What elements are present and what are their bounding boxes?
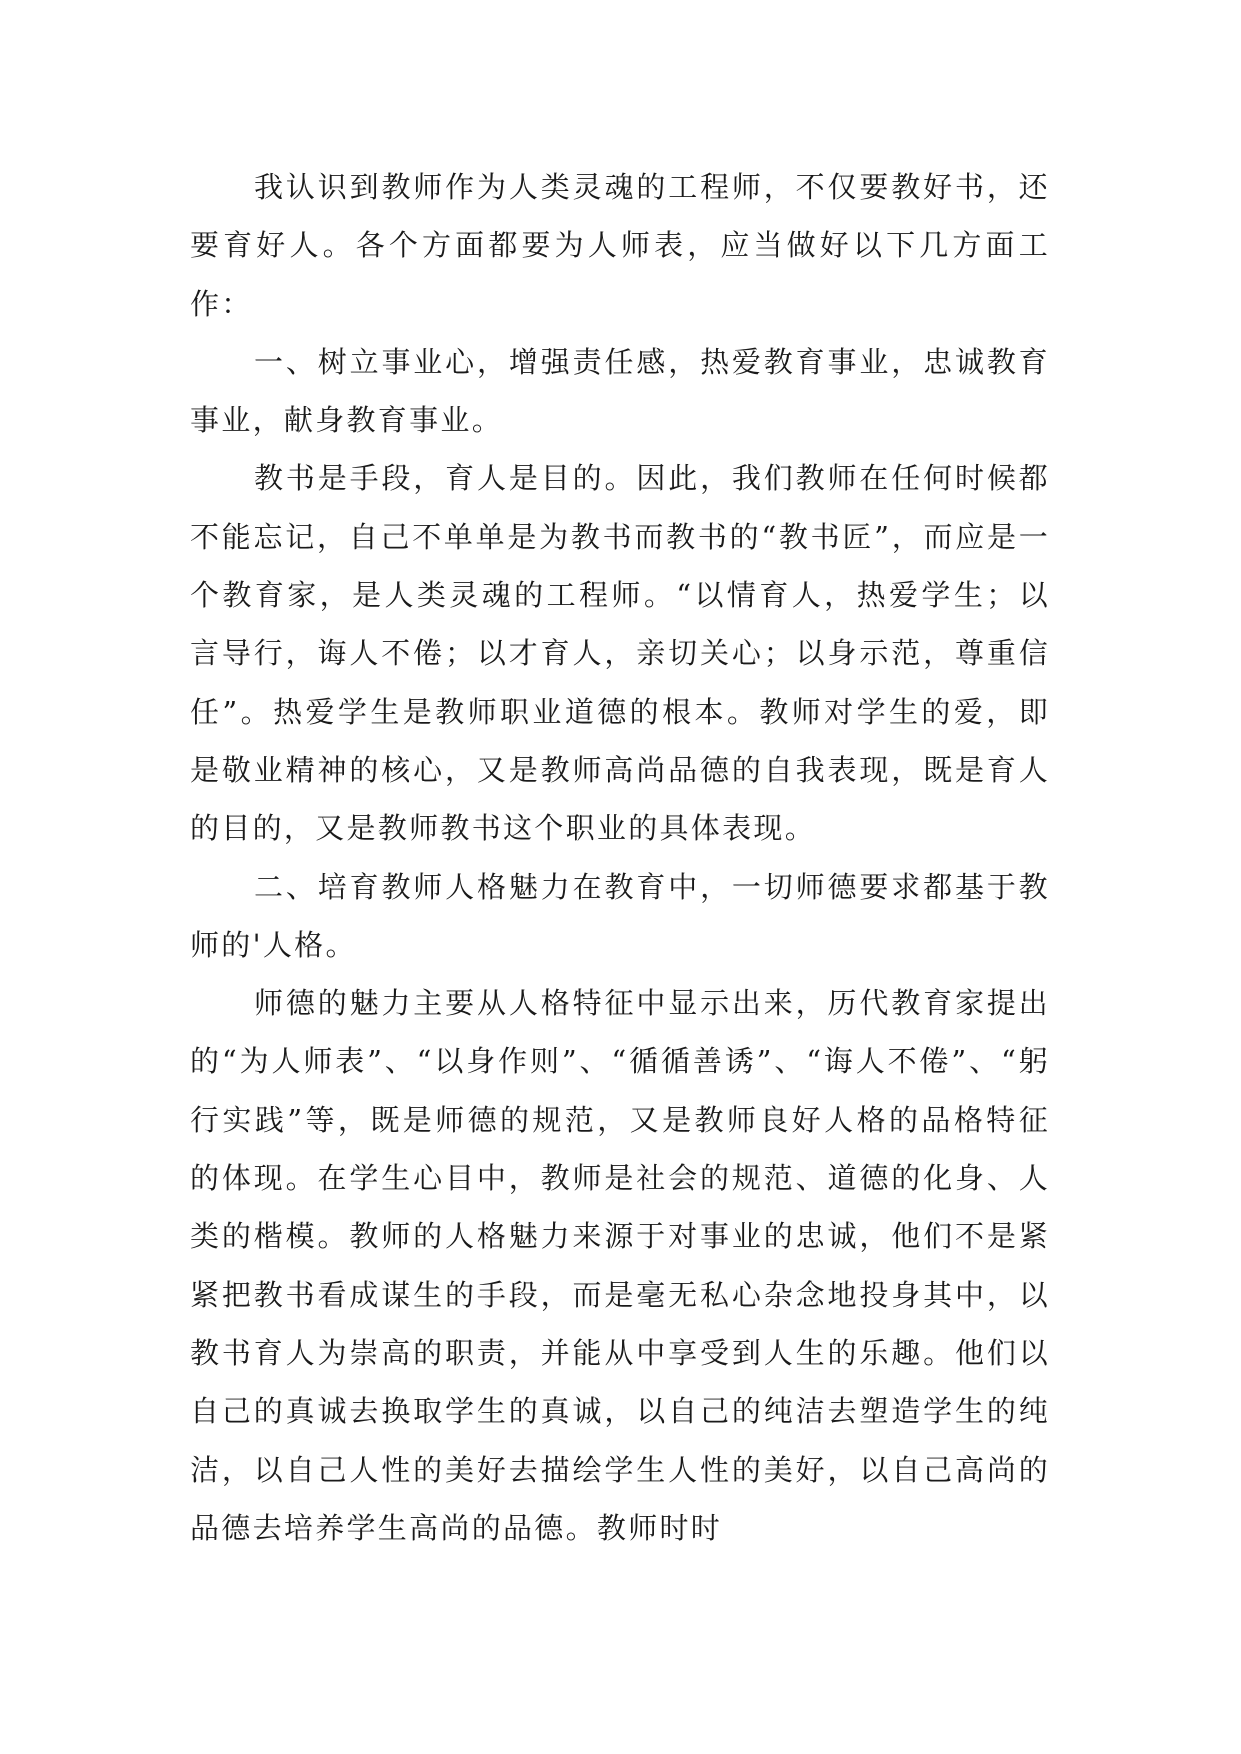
paragraph-personality-charm: 师德的魅力主要从人格特征中显示出来，历代教育家提出的“为人师表”、“以身作则”、“循循善诱”、“诲人不倦”、“躬行实践”等，既是师德的规范，又是教师良好人格的品格特征的体现。在学生心目中，教师是社会的规范、道德的化身、人类的楷模。教师的人格魅力来源于对事业的忠诚，他们不是紧紧把教书看成谋生的手段，而是毫无私心杂念地投身其中，以教书育人为崇高的职责，并能从中享受到人生的乐趣。他们以自己的真诚去换取学生的真诚，以自己的纯洁去塑造学生的纯洁，以自己人性的美好去描绘学生人性的美好，以自己高尚的品德去培养学生高尚的品德。教师时时 [190,986,1050,1545]
heading-section-two: 二、培育教师人格魅力在教育中，一切师德要求都基于教师的'人格。 [190,869,1050,962]
heading-section-one: 一、树立事业心，增强责任感，热爱教育事业，忠诚教育事业，献身教育事业。 [190,344,1050,438]
body-text [190,158,1050,1557]
paragraph-intro: 我认识到教师作为人类灵魂的工程师，不仅要教好书，还要育好人。各个方面都要为人师表，应当做好以下几方面工作： [190,170,1050,321]
paragraph-teaching-purpose: 教书是手段，育人是目的。因此，我们教师在任何时候都不能忘记，自己不单单是为教书而教书的“教书匠”，而应是一个教育家，是人类灵魂的工程师。“以情育人，热爱学生；以言导行，诲人不倦；以才育人，亲切关心；以身示范，尊重信任”。热爱学生是教师职业道德的根本。教师对学生的爱，即是敬业精神的核心，又是教师高尚品德的自我表现，既是育人的目的，又是教师教书这个职业的具体表现。 [190,461,1050,846]
